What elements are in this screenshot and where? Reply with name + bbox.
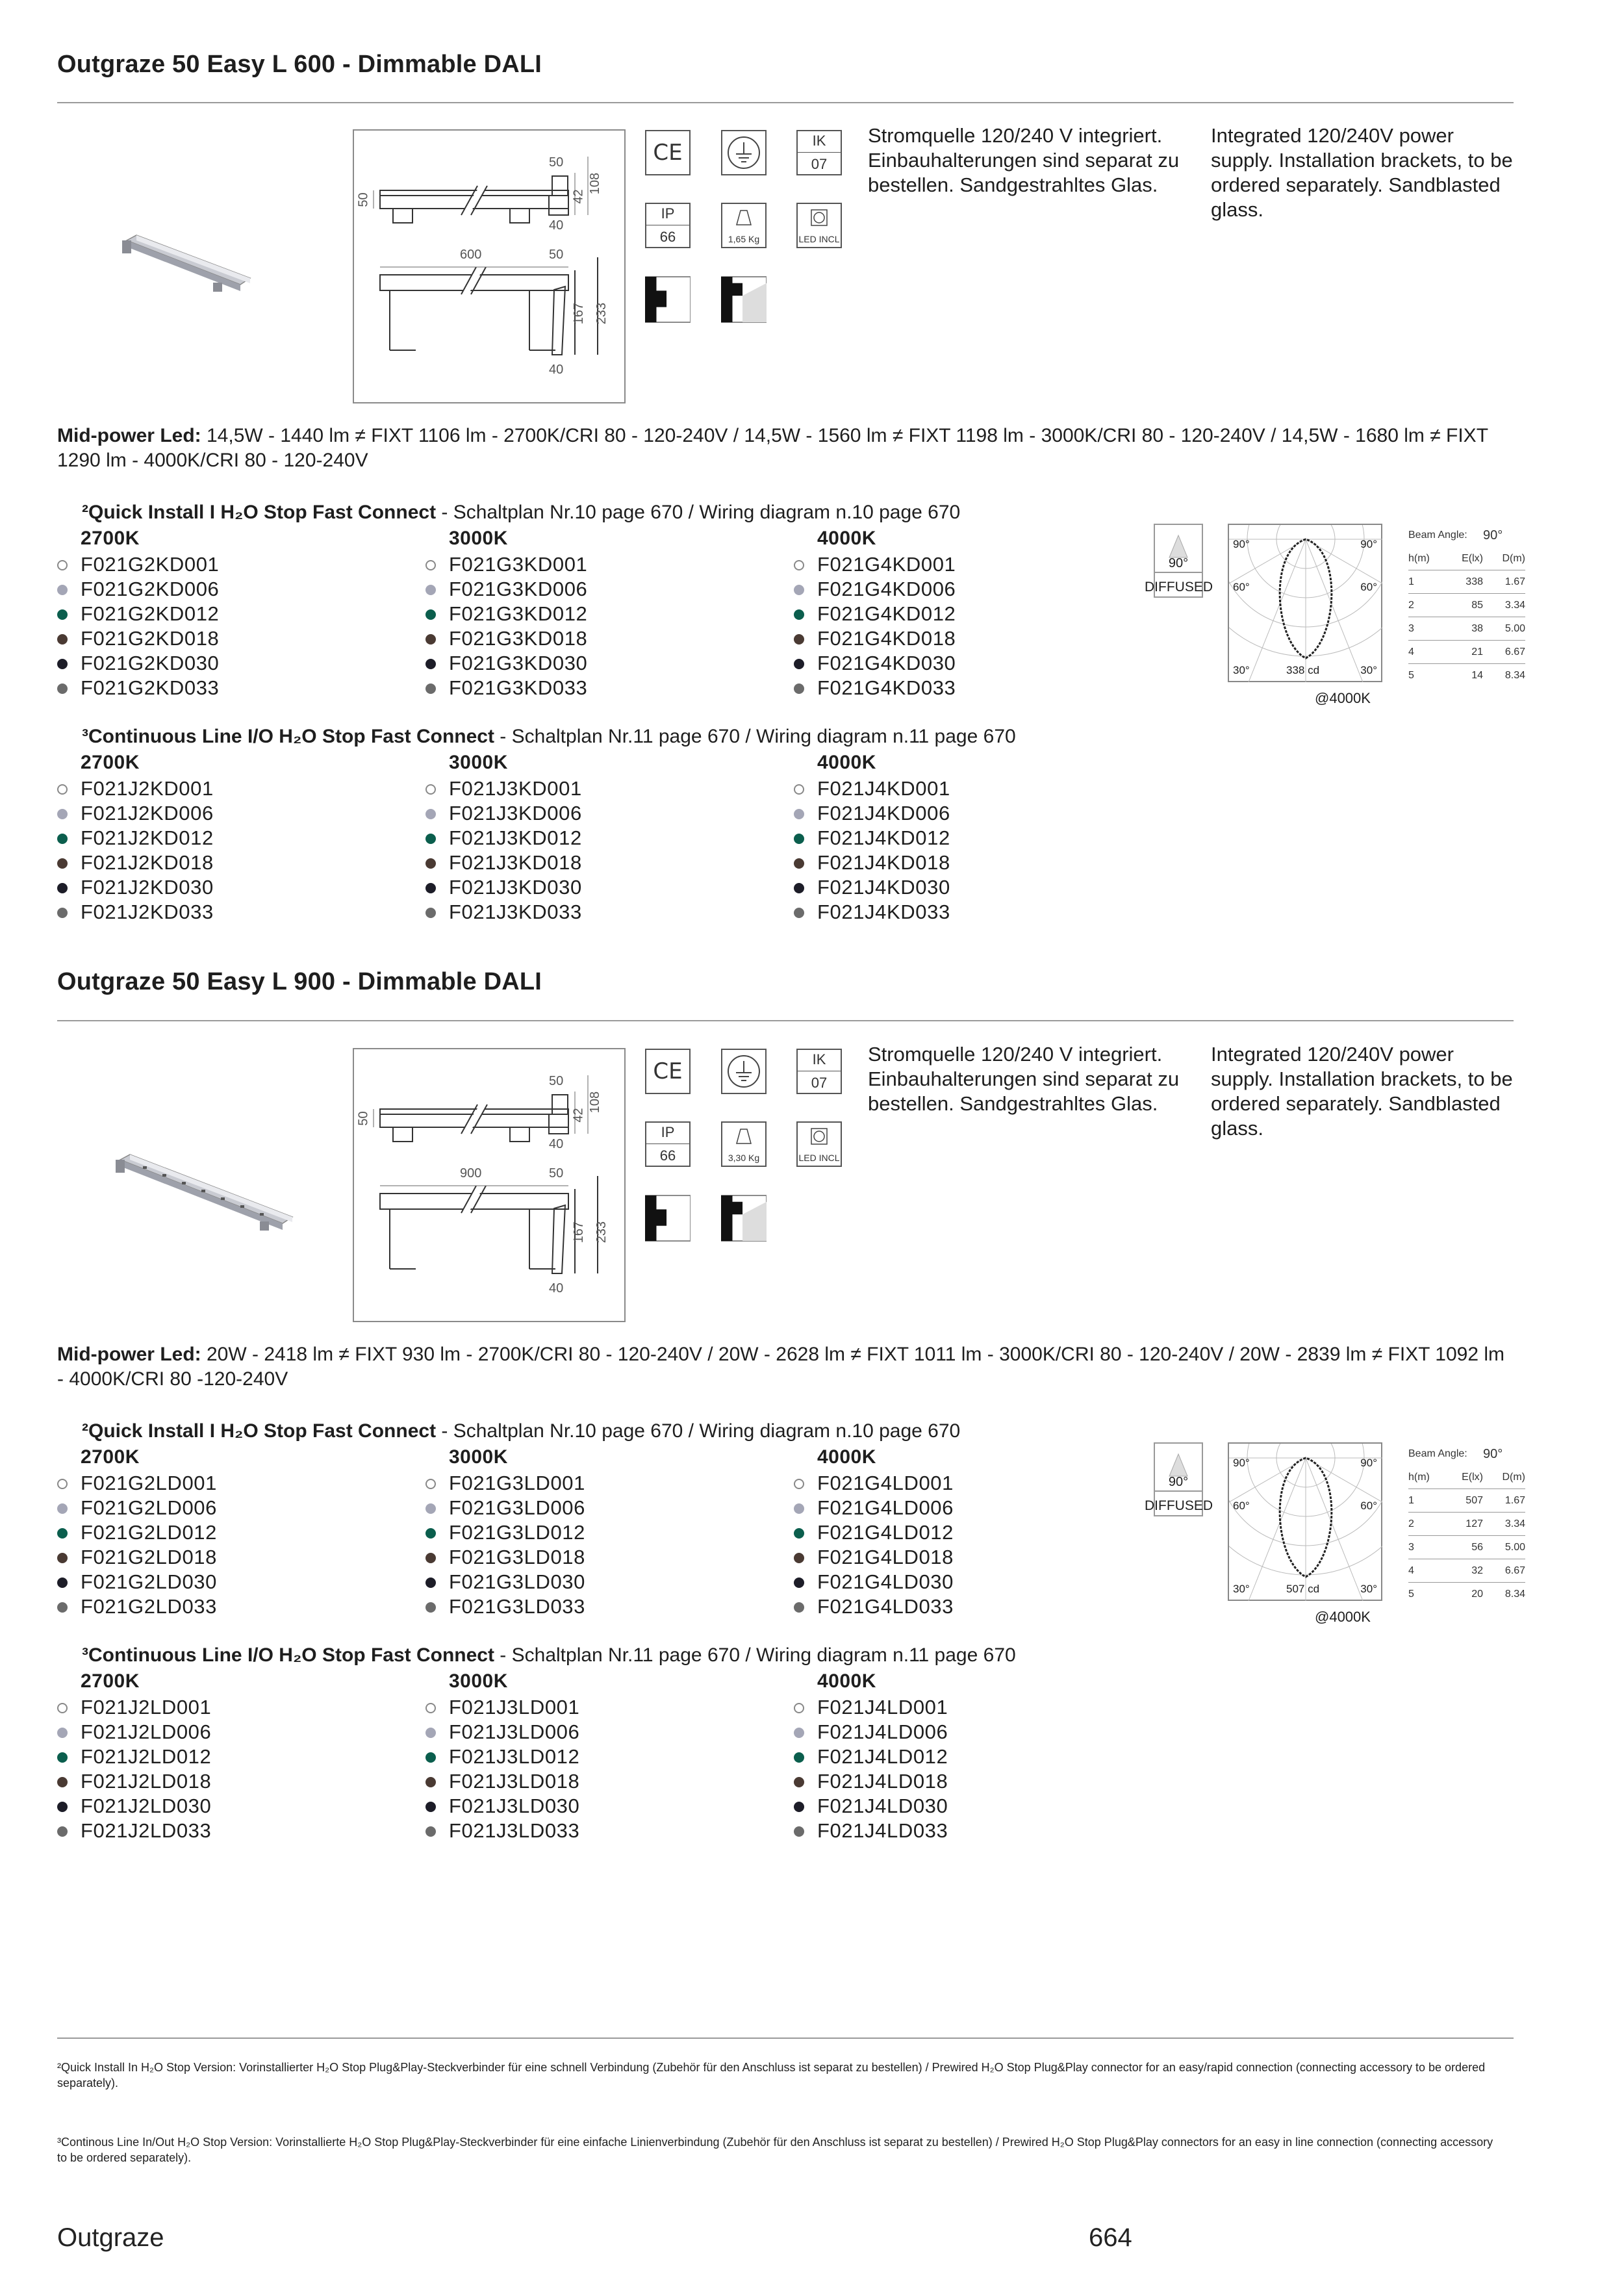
code-row: F021J4KD030 [794,875,950,900]
dim-height: 50 [356,192,371,207]
ce-icon: CE [645,1049,691,1094]
code-row: F021G4LD033 [794,1594,954,1619]
mounting-icon-2 [721,1195,767,1241]
code-row: F021J4KD001 [794,776,950,801]
code-column-3000k: 3000K F021J3LD001 F021J3LD006 F021J3LD012 F021J3LD018 F021J3LD030 F021J3LD033 [425,1670,579,1843]
dim-top: 50 [549,155,564,170]
diffused-angle: 90° [1154,552,1203,598]
code-row: F021J3LD001 [425,1695,579,1720]
illuminance-table: Beam Angle: 90° h(m) E(lx) D(m) 1 338 1.67 2 85 3.34 3 38 5.00 4 21 6.67 5 14 8.34 [1408,528,1525,681]
quick-install-heading: ²Quick Install I H₂O Stop Fast Connect - Schaltplan Nr.10 page 670 / Wiring diagram n.10 page 670 [82,502,961,523]
ik-value: 07 [811,156,828,173]
code-row: F021G2KD033 [57,676,219,700]
code-row: F021G4LD030 [794,1570,954,1594]
section-rule [57,102,1514,103]
dim-bottom: 40 [549,218,564,233]
code-row: F021G4LD012 [794,1520,954,1545]
dim-side-bottom: 40 [549,1281,564,1296]
code-row: F021G4KD018 [794,626,956,651]
code-row: F021J4KD012 [794,826,950,850]
dim-bottom: 40 [549,1137,564,1151]
polar-diagram: 90° 90° 60° 60° 30° 30° 338 cd [1228,524,1382,682]
code-row: F021G2LD018 [57,1545,217,1570]
code-row: F021G3KD030 [425,651,587,676]
dim-side-top: 50 [549,1166,564,1181]
dimension-drawing [353,1048,626,1322]
code-row: F021J4LD001 [794,1695,948,1720]
description-en: Integrated 120/240V power supply. Installation brackets, to be ordered separately. Sandblasted glass. [1211,1043,1513,1140]
code-row: F021G2KD018 [57,626,219,651]
dim-side-top: 50 [549,248,564,262]
code-row: F021G2LD033 [57,1594,217,1619]
code-row: F021J4LD018 [794,1769,948,1794]
ip-label: IP [646,207,689,225]
led-specs [57,1342,1506,1392]
code-row: F021G2KD001 [57,552,219,577]
temperature-label: @4000K [1315,690,1371,706]
code-row: F021J3LD033 [425,1819,579,1843]
description-en: Integrated 120/240V power supply. Installation brackets, to be ordered separately. Sandblasted glass. [1211,124,1513,221]
code-row: F021G3KD033 [425,676,587,700]
footnote-quick-install: ²Quick Install In H₂O Stop Version: Vorinstallierter H₂O Stop Plug&Play-Steckverbinder für eine schnell Verbindung (Zubehör für den Anschluss ist separat zu bestellen) / Prewired H₂O Stop Plug&Play connector for an easy/rapid connection (connecting accessory to be ordered separately). [57,2061,1486,2089]
code-row: F021J3KD030 [425,875,582,900]
code-row: F021J2LD012 [57,1744,211,1769]
code-row: F021J3KD018 [425,850,582,875]
ip-value: 66 [659,229,676,246]
product-title: Outgraze 50 Easy L 600 - Dimmable DALI [57,51,542,78]
code-row: F021G2KD030 [57,651,219,676]
code-row: F021G3LD030 [425,1570,585,1594]
code-row: F021J3KD006 [425,801,582,826]
continuous-line-heading: ³Continuous Line I/O H₂O Stop Fast Connect - Schaltplan Nr.11 page 670 / Wiring diagram n.11 page 670 [82,1644,1016,1666]
quick-install-heading: ²Quick Install I H₂O Stop Fast Connect - Schaltplan Nr.10 page 670 / Wiring diagram n.10 page 670 [82,1420,961,1442]
description-de: Stromquelle 120/240 V integriert. Einbauhalterungen sind separat zu bestellen. Sandgestrahltes Glas. [868,1043,1180,1115]
led-included-label: LED INCL [798,233,840,244]
code-row: F021G3KD012 [425,602,587,626]
code-row: F021J3KD033 [425,900,582,925]
candela-value: 338 cd [1286,664,1320,676]
temperature-label: @4000K [1315,1609,1371,1625]
code-row: F021J2LD006 [57,1720,211,1744]
code-row: F021G4LD006 [794,1496,954,1520]
code-row: F021J2LD033 [57,1819,211,1843]
ce-icon: CE [645,130,691,175]
code-row: F021J2KD001 [57,776,214,801]
code-row: F021G4KD012 [794,602,956,626]
dimension-drawing [353,129,626,403]
code-row: F021J4KD018 [794,850,950,875]
code-column-4000k: 4000K F021G4LD001 F021G4LD006 F021G4LD012 F021G4LD018 F021G4LD030 F021G4LD033 [794,1446,954,1619]
led-included-icon [796,1121,842,1167]
footnote-rule [57,2038,1514,2039]
code-row: F021J4KD006 [794,801,950,826]
code-row: F021G3LD006 [425,1496,585,1520]
code-column-4000k: 4000K F021J4LD001 F021J4LD006 F021J4LD012 F021J4LD018 F021J4LD030 F021J4LD033 [794,1670,948,1843]
code-row: F021G3LD018 [425,1545,585,1570]
mounting-icon-1 [645,277,691,322]
candela-value: 507 cd [1286,1583,1320,1595]
code-row: F021G2LD001 [57,1471,217,1496]
dim-108: 108 [588,172,603,195]
code-column-4000k: 4000K F021J4KD001 F021J4KD006 F021J4KD012 F021J4KD018 F021J4KD030 F021J4KD033 [794,752,950,925]
mounting-icon-2 [721,277,767,322]
code-row: F021G3LD001 [425,1471,585,1496]
dim-167: 167 [572,1221,587,1244]
code-row: F021J4LD006 [794,1720,948,1744]
ik-rating-icon [796,130,842,175]
diffused-label: DIFFUSED [1145,1498,1213,1513]
weight-icon [721,203,767,248]
weight-icon [721,1121,767,1167]
code-row: F021J3LD006 [425,1720,579,1744]
code-row: F021G2LD006 [57,1496,217,1520]
code-row: F021J3LD012 [425,1744,579,1769]
product-title: Outgraze 50 Easy L 900 - Dimmable DALI [57,968,542,995]
section-rule [57,1020,1514,1021]
dim-233: 233 [594,302,609,325]
diffused-label: DIFFUSED [1145,580,1213,594]
dim-length: 600 [460,248,482,262]
led-values: 20W - 2418 lm ≠ FIXT 930 lm - 2700K/CRI 80 - 120-240V / 20W - 2628 lm ≠ FIXT 1011 lm - 3000K/CRI 80 - 120-240V / 20W - 2839 lm ≠ FIXT 1092 lm - 4000K/CRI 80 -120-240V [57,1344,1505,1390]
led-specs [57,424,1506,473]
led-included-label: LED INCL [798,1152,840,1163]
code-row: F021J2KD006 [57,801,214,826]
section-footer: Outgraze [57,2223,164,2252]
ground-icon [721,130,767,175]
code-row: F021G4KD033 [794,676,956,700]
dim-height: 50 [356,1111,371,1126]
code-row: F021G3KD018 [425,626,587,651]
code-column-3000k: 3000K F021G3KD001 F021G3KD006 F021G3KD012 F021G3KD018 F021G3KD030 F021G3KD033 [425,528,587,700]
ip-value: 66 [659,1147,676,1164]
illuminance-table: Beam Angle: 90° h(m) E(lx) D(m) 1 507 1.67 2 127 3.34 3 56 5.00 4 32 6.67 5 20 8.34 [1408,1446,1525,1600]
code-row: F021J2KD012 [57,826,214,850]
code-row: F021G4KD001 [794,552,956,577]
code-row: F021J3LD018 [425,1769,579,1794]
code-row: F021J2LD030 [57,1794,211,1819]
code-column-4000k: 4000K F021G4KD001 F021G4KD006 F021G4KD012 F021G4KD018 F021G4KD030 F021G4KD033 [794,528,956,700]
ground-icon [721,1049,767,1094]
weight-value: 1,65 Kg [728,233,760,244]
ik-label: IK [798,1053,841,1071]
code-row: F021J4LD033 [794,1819,948,1843]
led-values: 14,5W - 1440 lm ≠ FIXT 1106 lm - 2700K/CRI 80 - 120-240V / 14,5W - 1560 lm ≠ FIXT 1198 lm - 3000K/CRI 80 - 120-240V / 14,5W - 1680 lm ≠ FIXT 1290 lm - 4000K/CRI 80 - 120-240V [57,425,1488,471]
dim-42: 42 [571,1108,586,1123]
ip-label: IP [646,1125,689,1144]
code-row: F021G3LD012 [425,1520,585,1545]
ik-label: IK [798,134,841,153]
led-label: Mid-power Led: [57,1344,201,1365]
led-label: Mid-power Led: [57,425,201,446]
dim-233: 233 [594,1221,609,1244]
code-row: F021G3KD006 [425,577,587,602]
code-column-2700k: 2700K F021G2LD001 F021G2LD006 F021G2LD012 F021G2LD018 F021G2LD030 F021G2LD033 [57,1446,217,1619]
code-column-3000k: 3000K F021G3LD001 F021G3LD006 F021G3LD012 F021G3LD018 F021G3LD030 F021G3LD033 [425,1446,585,1619]
product-photo [110,1140,299,1238]
ip-rating-icon [645,1121,691,1167]
code-row: F021G2KD012 [57,602,219,626]
code-row: F021J2KD018 [57,850,214,875]
product-photo [117,221,260,299]
code-column-3000k: 3000K F021J3KD001 F021J3KD006 F021J3KD012 F021J3KD018 F021J3KD030 F021J3KD033 [425,752,582,925]
code-row: F021G3LD033 [425,1594,585,1619]
mounting-icon-1 [645,1195,691,1241]
dim-side-bottom: 40 [549,363,564,377]
code-row: F021J3KD012 [425,826,582,850]
led-included-icon [796,203,842,248]
footnote-continuous-line: ³Continous Line In/Out H₂O Stop Version: Vorinstallierte H₂O Stop Plug&Play-Steckverbinder für eine einfache Linienverbindung (Zubehör für den Anschluss ist separat zu bestellen) / Prewired H₂O Stop Plug&Play connectors for an easy in line connection (connecting accessory to be ordered separately). [57,2136,1493,2164]
code-row: F021G4KD006 [794,577,956,602]
polar-diagram: 90° 90° 60° 60° 30° 30° 507 cd [1228,1442,1382,1601]
description-de: Stromquelle 120/240 V integriert. Einbauhalterungen sind separat zu bestellen. Sandgestrahltes Glas. [868,124,1180,196]
code-row: F021J3KD001 [425,776,582,801]
ip-rating-icon [645,203,691,248]
dim-length: 900 [460,1166,482,1181]
weight-value: 3,30 Kg [728,1152,760,1163]
ik-value: 07 [811,1075,828,1092]
code-column-2700k: 2700K F021J2KD001 F021J2KD006 F021J2KD012 F021J2KD018 F021J2KD030 F021J2KD033 [57,752,214,925]
code-row: F021J2LD018 [57,1769,211,1794]
page-number: 664 [1089,2223,1132,2252]
code-row: F021G4LD001 [794,1471,954,1496]
ik-rating-icon [796,1049,842,1094]
code-row: F021G4LD018 [794,1545,954,1570]
code-row: F021G3KD001 [425,552,587,577]
code-row: F021J2LD001 [57,1695,211,1720]
code-row: F021G2LD012 [57,1520,217,1545]
code-column-2700k: 2700K F021G2KD001 F021G2KD006 F021G2KD012 F021G2KD018 F021G2KD030 F021G2KD033 [57,528,219,700]
code-row: F021J2KD033 [57,900,214,925]
code-row: F021J3LD030 [425,1794,579,1819]
dim-top: 50 [549,1074,564,1088]
dim-108: 108 [588,1091,603,1114]
code-row: F021J4LD012 [794,1744,948,1769]
dim-42: 42 [571,189,586,204]
code-row: F021J4KD033 [794,900,950,925]
code-row: F021J4LD030 [794,1794,948,1819]
continuous-line-heading: ³Continuous Line I/O H₂O Stop Fast Connect - Schaltplan Nr.11 page 670 / Wiring diagram n.11 page 670 [82,726,1016,747]
dim-167: 167 [572,302,587,325]
code-row: F021G2KD006 [57,577,219,602]
diffused-angle: 90° [1154,1471,1203,1516]
code-column-2700k: 2700K F021J2LD001 F021J2LD006 F021J2LD012 F021J2LD018 F021J2LD030 F021J2LD033 [57,1670,211,1843]
code-row: F021G2LD030 [57,1570,217,1594]
code-row: F021G4KD030 [794,651,956,676]
code-row: F021J2KD030 [57,875,214,900]
